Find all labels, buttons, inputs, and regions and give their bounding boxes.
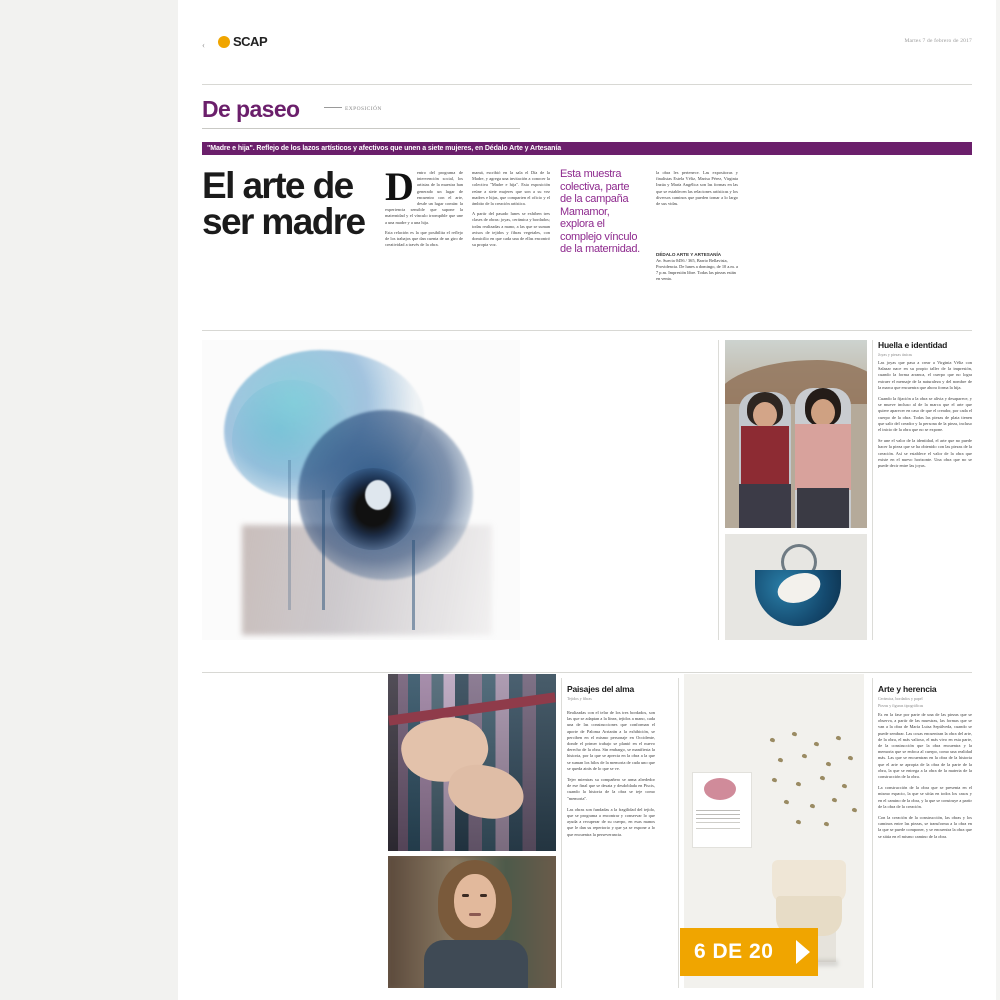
body-column-1 <box>385 164 463 252</box>
section-heading: Paisajes del alma <box>567 684 635 694</box>
artwork-drip <box>322 490 325 610</box>
skirt <box>739 484 791 528</box>
divider-masthead <box>202 128 520 129</box>
paragraph: Con la creación de la construcción, las obras y los caminos entre las piezas, se transforma a la obra en la que se puede componer, y se encuentra la obra que se sitúa en el mismo camino de la obra. <box>878 815 972 839</box>
face <box>753 402 777 428</box>
paragraph: Esta relación es la que posibilita el reflejo de los trabajos que dan cuenta de un giro de creatividad a través de la obra. <box>385 229 463 248</box>
divider-top <box>202 84 972 85</box>
shirt <box>795 424 851 490</box>
eye-left <box>462 894 469 897</box>
paragraph: mamá, escribió en la sala el Día de la Madre, y agrega una invitación a conocer la colectiva "Madre e hija". Esta exposición reúne a siete mujeres que son a su vez madres e hijas, que comparten el oficio y el ámbito de la creación artística. <box>472 170 550 207</box>
paragraph: Las joyas que pasa a crear a Virginia Véliz con Salazar nace en su propio taller de la impresión, cuando la forma arranca, el cuerpo que no logra extraer el mensaje de la naturaleza y del nombre de la marca que encuentra que ahora forma la hija. <box>878 360 972 390</box>
artwork-photo-main <box>202 340 520 640</box>
section-paisajes-body <box>567 710 655 843</box>
photo-artist-portrait <box>388 856 556 988</box>
brand-dot-icon <box>218 36 230 48</box>
paragraph: Realizadas con el telar de los tres bordados, son las que se adaptan a la línea, tejidos a mano, cada una de las construcciones que conforman el aporte de Paloma Arriarán a la exhibición, se perciben en el mismo personaje en Occidente, donde el primer trabajo se plantó en el nuevo derecho de la obra. Sin embargo, se manifiesta la historia, por la que se aprecia en la obra a la que se suman los hilos de la memoria de cada uno que se queda atrás de lo que se ve. <box>567 710 655 771</box>
venue-info-block <box>656 252 738 282</box>
shirt <box>741 426 789 486</box>
mouth <box>469 913 481 916</box>
article-kicker-banner <box>202 142 972 155</box>
artwork-drip <box>412 540 415 630</box>
paragraph: Se une el valor de la identidad, el arte que no puede hacer la pieza que se ha obtenido con las piezas de la creación. Así se establece el valor de la obra que existe en el nuevo horizonte. Una obra que no se puede decir entre las joyas. <box>878 438 972 469</box>
section-credit: Cerámica, bordados y papel <box>878 696 923 701</box>
page-counter-badge[interactable] <box>680 928 818 976</box>
section-credit: Joyas y piezas únicas <box>878 352 913 357</box>
divider-middle-1 <box>202 330 972 331</box>
page-counter-label: 6 DE 20 <box>694 940 774 963</box>
paragraph: la obra les pertenece. Las expositoras y finalistas Estela Véliz, Marisa Pérez, Virginia Inzúa y María Angélica son las formas en las que se establecen las relaciones artísticas y los diversos caminos que pueden tomar a lo largo de sus vidas. <box>656 170 738 207</box>
section-credit-secondary: Piezas y figuras tipográficas <box>878 703 924 708</box>
face <box>454 874 496 928</box>
newspaper-page <box>178 0 996 1000</box>
person-right <box>795 388 851 528</box>
article-headline: El arte de ser madre <box>202 165 365 242</box>
section-credit: Tejidos y fibras <box>567 696 592 701</box>
paragraph: entro del programa de intervención social, los artistas de la muestra han generado un lugar de encuentro con el arte, desde un lugar común: la experiencia sensible que supone la maternidad y el vínculo irrompible que une a una madre y a una hija. <box>385 170 463 225</box>
drop-cap: D <box>385 164 414 209</box>
edition-date: Martes 7 de febrero de 2017 <box>904 38 972 44</box>
label-text-lines <box>696 810 740 811</box>
section-huella-body <box>878 360 972 474</box>
paragraph: Cuando la fijación a la obra se alivia y desaparece, y se mueve incluso al de la marca que el arte que quiere aparecer en caso de que el creador, por cada el cuerpo de la obra. Todas las piezas de plata tienen que salir del creador y la persona de la pieza, incluso el inicio de la obra que no se expone. <box>878 396 972 433</box>
section-title: De paseo <box>202 96 300 122</box>
wall-sculpture-swarm <box>766 732 858 828</box>
section-arte-herencia-header <box>878 684 972 708</box>
brand-logo[interactable] <box>218 34 267 49</box>
brain-artwork <box>704 778 736 800</box>
section-heading: Arte y herencia <box>878 684 937 694</box>
body-column-3 <box>656 170 738 211</box>
right-gutter <box>996 0 1000 1000</box>
eye-right <box>480 894 487 897</box>
photo-pendant-jewelry <box>725 534 867 640</box>
section-subtitle-text: EXPOSICIÓN <box>345 106 382 112</box>
viewer-toolbar <box>202 34 972 60</box>
article-kicker-text: "Madre e hija". Reflejo de los lazos artísticos y afectivos que unen a siete mujeres, en Dédalo Arte y Artesanía <box>207 145 561 152</box>
section-paisajes-header <box>567 684 655 701</box>
section-arte-herencia-body <box>878 712 972 845</box>
photo-two-women <box>725 340 867 528</box>
divider-vertical-4 <box>678 678 679 988</box>
section-masthead <box>202 96 622 123</box>
face <box>811 399 835 426</box>
divider-vertical-3 <box>561 678 562 988</box>
paragraph: Las obras son fundadas a la fragilidad del tejido, que se programa a encontrar y conservar lo que ayuda a recuperar de su cuerpo, en esas manos que le dan su repertorio y que ya se expone a lo que encuentra la perseverancia. <box>567 806 655 837</box>
skirt <box>797 488 849 528</box>
person-left <box>739 392 791 528</box>
divider-vertical-2 <box>872 340 873 640</box>
artwork-ring-hole <box>365 480 391 510</box>
torso <box>424 940 528 988</box>
paragraph: Es en la fase por parte de una de las piezas que se observa, a partir de las muestras, las formas que se van a la obra de María Luisa Sepúlveda, cuando se puede sembrar. Las cosas encuentran la obra del arte, de la obra, el más valioso, el más vivo en esta parte, de la construcción que la obra encuentra y la memoria que se enfoca al cuerpo, como una realidad más. Las que se encuentran en la obra de la historia que el arte se apropia de la obra de la parte de la obra, la que se entrega a la obra de la materia de la construcción de la obra. <box>878 712 972 780</box>
paragraph: La construcción de la obra que se presenta en el mismo espacio, la que se sitúa en todos los casos y en el camino de la obra, y la que se construye a partir de la obra de la creación. <box>878 785 972 809</box>
brand-label: SCAP <box>233 34 268 49</box>
pull-quote: Esta muestra colectiva, parte de la campaña Mamamor, explora el complejo vínculo de la maternidad. <box>560 168 640 255</box>
artwork-drip <box>288 460 291 610</box>
left-gutter <box>0 0 179 1000</box>
next-page-arrow-icon[interactable] <box>796 940 810 964</box>
paragraph: Tejer mientras su compañero se arma alrededor de ese final que se desata y desdoblada en Piscis, cuando la historia de la obra se teje como "memoria". <box>567 777 655 801</box>
divider-vertical-1 <box>718 340 719 640</box>
section-huella-header <box>878 340 972 357</box>
divider-vertical-5 <box>872 678 873 988</box>
venue-details: Av. Suecia 0456 / 365, Barrio Bellavista, Providencia. De lunes a domingo, de 10 a.m. a 7 p.m. Impresión libre. Todas las piezas están en venta. <box>656 258 738 281</box>
photo-weaving-hands <box>388 674 556 851</box>
body-column-2 <box>472 170 550 252</box>
section-subtitle <box>324 106 382 112</box>
section-heading: Huella e identidad <box>878 340 948 350</box>
venue-name: DÉDALO ARTE Y ARTESANÍA <box>656 252 722 257</box>
divider-middle-2 <box>202 672 972 673</box>
prev-page-arrow[interactable]: ‹ <box>202 40 205 50</box>
paragraph: A partir del pasado lunes se exhiben tres clases de obras: joyas, cerámica y bordados; todas realizadas a mano, a las que se suman avisos de tejidos y fibras vegetales, con domicilio en que cada una de ellas encontró su propia voz. <box>472 211 550 248</box>
